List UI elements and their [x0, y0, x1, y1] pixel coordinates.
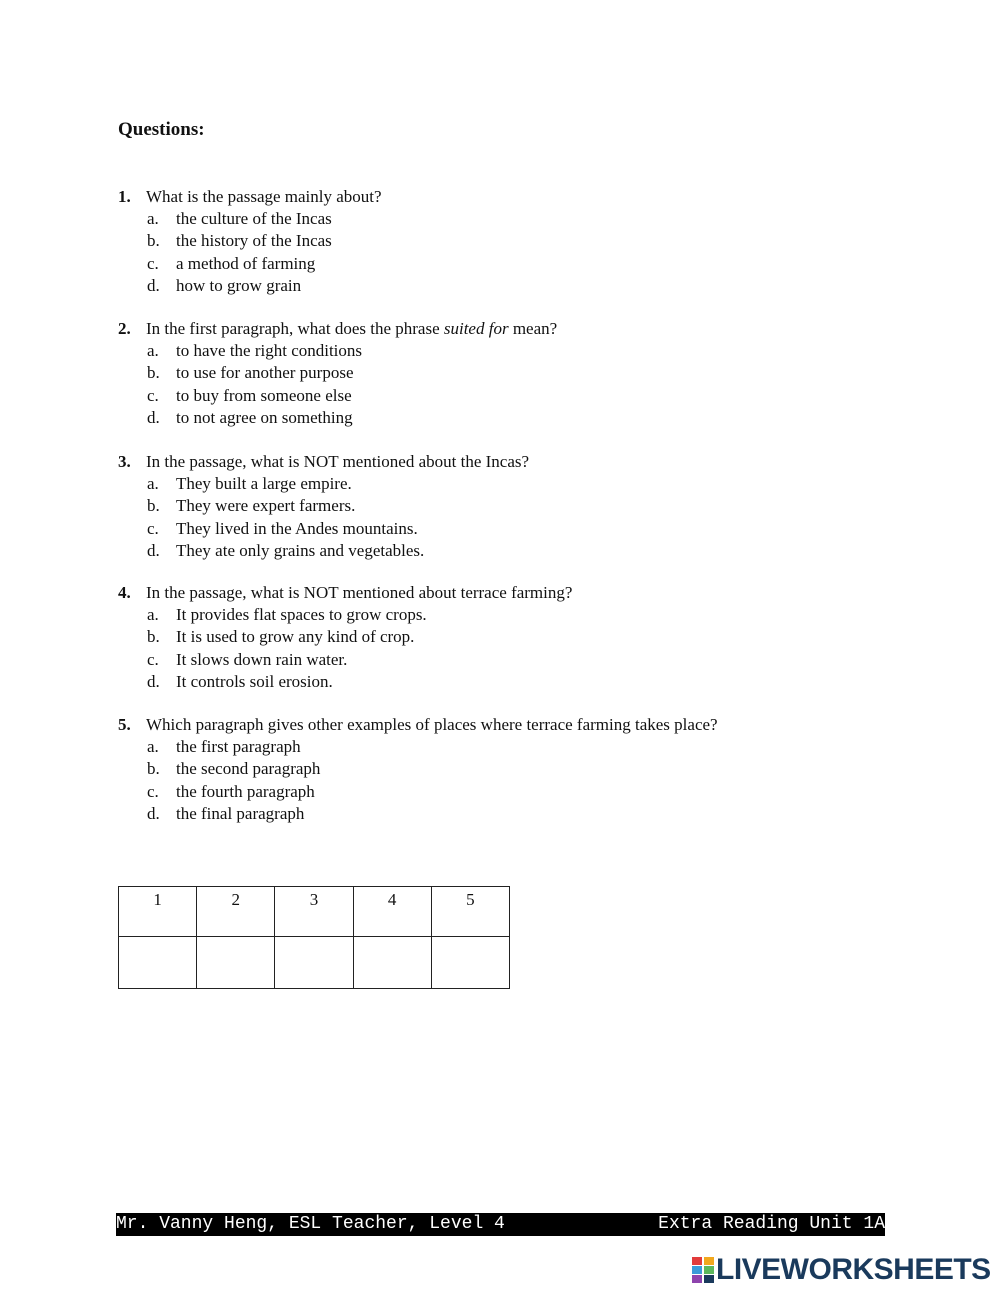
question-4-options	[118, 604, 838, 693]
option-b[interactable]: b. to use for another purpose	[147, 363, 354, 383]
answer-cell-2[interactable]	[197, 937, 275, 989]
answer-table-answer-row	[119, 937, 510, 989]
answer-cell-1[interactable]	[119, 937, 197, 989]
question-number: 2.	[118, 319, 131, 338]
option-a[interactable]: a. the culture of the Incas	[147, 209, 332, 228]
answer-header-cell: 2	[197, 887, 275, 937]
question-3-stem	[118, 451, 838, 473]
question-3	[118, 451, 838, 562]
question-5	[118, 714, 838, 825]
liveworksheets-logo	[692, 1253, 991, 1287]
option-a[interactable]: a. It provides flat spaces to grow crops.	[147, 605, 427, 624]
answer-cell-5[interactable]	[431, 937, 509, 989]
answer-cell-3[interactable]	[275, 937, 353, 989]
option-b[interactable]: b. It is used to grow any kind of crop.	[147, 627, 415, 647]
option-d[interactable]: d. They ate only grains and vegetables.	[147, 540, 425, 560]
question-1	[118, 186, 838, 297]
question-2-stem	[118, 318, 838, 340]
question-number: 4.	[118, 583, 131, 602]
option-a[interactable]: a. They built a large empire.	[147, 474, 352, 493]
option-c[interactable]: c. a method of farming	[147, 253, 316, 273]
answer-header-cell: 5	[431, 887, 509, 937]
option-d[interactable]: d. It controls soil erosion.	[147, 671, 333, 691]
question-5-options	[118, 736, 838, 825]
answer-table-header-row	[119, 887, 510, 937]
answer-header-cell: 4	[353, 887, 431, 937]
page-footer	[116, 1213, 885, 1236]
option-a[interactable]: a. the first paragraph	[147, 737, 301, 756]
liveworksheets-icon	[692, 1257, 714, 1283]
answer-table	[118, 886, 510, 989]
footer-unit: Extra Reading Unit 1A	[658, 1214, 885, 1234]
option-b[interactable]: b. the history of the Incas	[147, 231, 332, 251]
question-text: Which paragraph gives other examples of places where terrace farming takes place?	[146, 715, 718, 734]
question-5-stem	[118, 714, 838, 736]
option-b[interactable]: b. the second paragraph	[147, 759, 321, 779]
question-text: In the passage, what is NOT mentioned about the Incas?	[146, 452, 530, 471]
option-d[interactable]: d. how to grow grain	[147, 275, 302, 295]
question-number: 5.	[118, 715, 131, 734]
question-4-stem	[118, 582, 838, 604]
footer-teacher: Mr. Vanny Heng, ESL Teacher, Level 4	[116, 1214, 505, 1234]
answer-header-cell: 1	[119, 887, 197, 937]
option-c[interactable]: c. to buy from someone else	[147, 385, 352, 405]
question-text-italic: suited for	[443, 319, 509, 338]
question-1-options	[118, 208, 838, 297]
question-text-after: mean?	[508, 319, 558, 338]
page-heading: Questions:	[118, 119, 205, 140]
question-3-options	[118, 473, 838, 562]
option-a[interactable]: a. to have the right conditions	[147, 341, 363, 360]
option-d[interactable]: d. the final paragraph	[147, 803, 305, 823]
option-b[interactable]: b. They were expert farmers.	[147, 496, 356, 516]
question-text: In the passage, what is NOT mentioned about terrace farming?	[146, 583, 573, 602]
question-2-options	[118, 340, 838, 429]
question-2	[118, 318, 838, 429]
question-number: 3.	[118, 452, 131, 471]
answer-cell-4[interactable]	[353, 937, 431, 989]
question-text-before: In the first paragraph, what does the phrase	[146, 319, 444, 338]
liveworksheets-wordmark: LIVEWORKSHEETS	[716, 1253, 991, 1286]
question-4	[118, 582, 838, 693]
option-c[interactable]: c. the fourth paragraph	[147, 781, 315, 801]
question-1-stem	[118, 186, 838, 208]
option-d[interactable]: d. to not agree on something	[147, 407, 353, 427]
question-number: 1.	[118, 187, 131, 206]
answer-header-cell: 3	[275, 887, 353, 937]
option-c[interactable]: c. They lived in the Andes mountains.	[147, 518, 418, 538]
question-text: What is the passage mainly about?	[146, 187, 382, 206]
option-c[interactable]: c. It slows down rain water.	[147, 649, 348, 669]
